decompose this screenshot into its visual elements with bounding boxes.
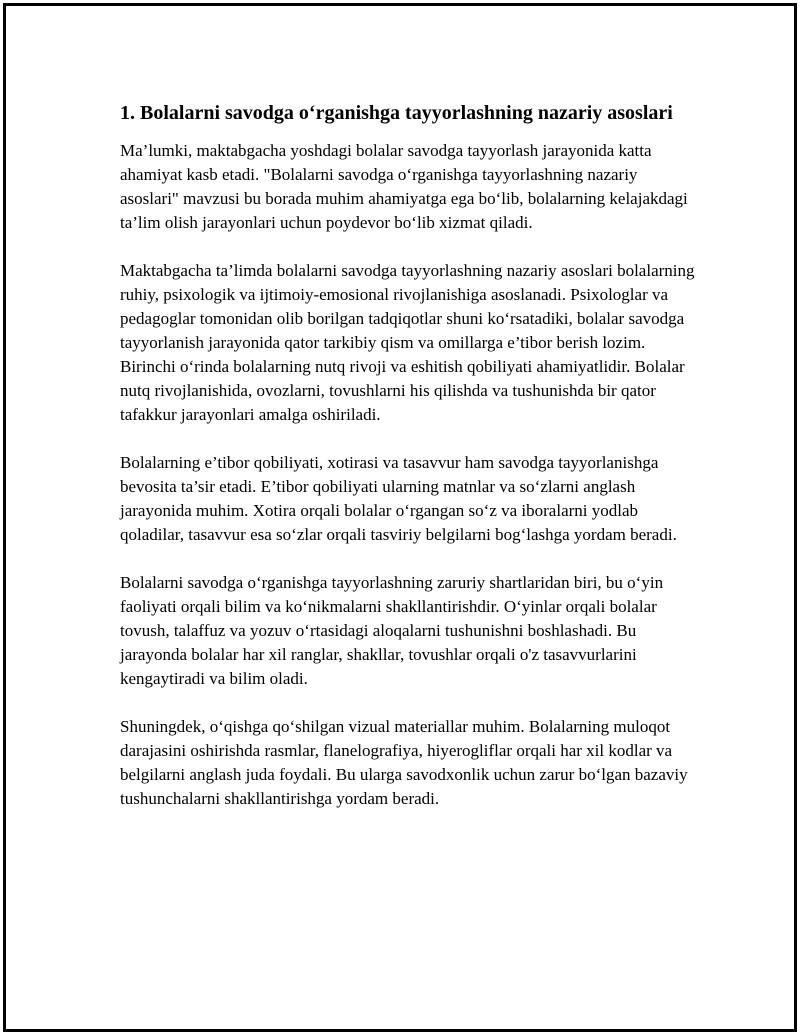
- paragraph-1: Ma’lumki, maktabgacha yoshdagi bolalar savodga tayyorlash jarayonida katta ahamiyat kasb etadi. "Bolalarni savodga o‘rganishga tayyorlashning nazariy asoslari" mavzusi bu borada muhim ahamiyatga ega bo‘lib, bolalarning kelajakdagi ta’lim olish jarayonlari uchun poydevor bo‘lib xizmat qiladi.: [120, 141, 688, 232]
- page-frame: [3, 3, 797, 1032]
- paragraph-5: Shuningdek, o‘qishga qo‘shilgan vizual materiallar muhim. Bolalarning muloqot darajasini oshirishda rasmlar, flanelografiya, hiyerogliflar orqali har xil kodlar va belgilarni anglash juda foydali. Bu ularga savodxonlik uchun zarur bo‘lgan bazaviy tushunchalarni shakllantirishga yordam beradi.: [120, 717, 688, 808]
- paragraph-3: Bolalarning e’tibor qobiliyati, xotirasi va tasavvur ham savodga tayyorlanishga bevosita ta’sir etadi. E’tibor qobiliyati ularning matnlar va so‘zlarni anglash jarayonida muhim. Xotira orqali bolalar o‘rgangan so‘z va iboralarni yodlab qoladilar, tasavvur esa so‘zlar orqali tasviriy belgilarni bog‘lashga yordam beradi.: [120, 453, 677, 544]
- paragraph-4: Bolalarni savodga o‘rganishga tayyorlashning zaruriy shartlaridan biri, bu o‘yin faoliyati orqali bilim va ko‘nikmalarni shakllantirishdir. O‘yinlar orqali bolalar tovush, talaffuz va yozuv o‘rtasidagi aloqalarni tushunishni boshlashadi. Bu jarayonda bolalar har xil ranglar, shakllar, tovushlar orqali o'z tasavvurlarini kengaytiradi va bilim oladi.: [120, 573, 664, 688]
- paragraph-2: Maktabgacha ta’limda bolalarni savodga tayyorlashning nazariy asoslari bolalarning ruhiy, psixologik va ijtimoiy-emosional rivojlanishiga asoslanadi. Psixologlar va pedagoglar tomonidan olib borilgan tadqiqotlar shuni ko‘rsatadiki, bolalar savodga tayyorlanish jarayonida qator tarkibiy qism va omillarga e’tibor berish lozim. Birinchi o‘rinda bolalarning nutq rivoji va eshitish qobiliyati ahamiyatlidir. Bolalar nutq rivojlanishida, ovozlarni, tovushlarni his qilishda va tushunishda bir qator tafakkur jarayonlari amalga oshiriladi.: [120, 261, 695, 424]
- section-heading: 1. Bolalarni savodga o‘rganishga tayyorlashning nazariy asoslari: [120, 102, 673, 124]
- document-body: [120, 99, 700, 835]
